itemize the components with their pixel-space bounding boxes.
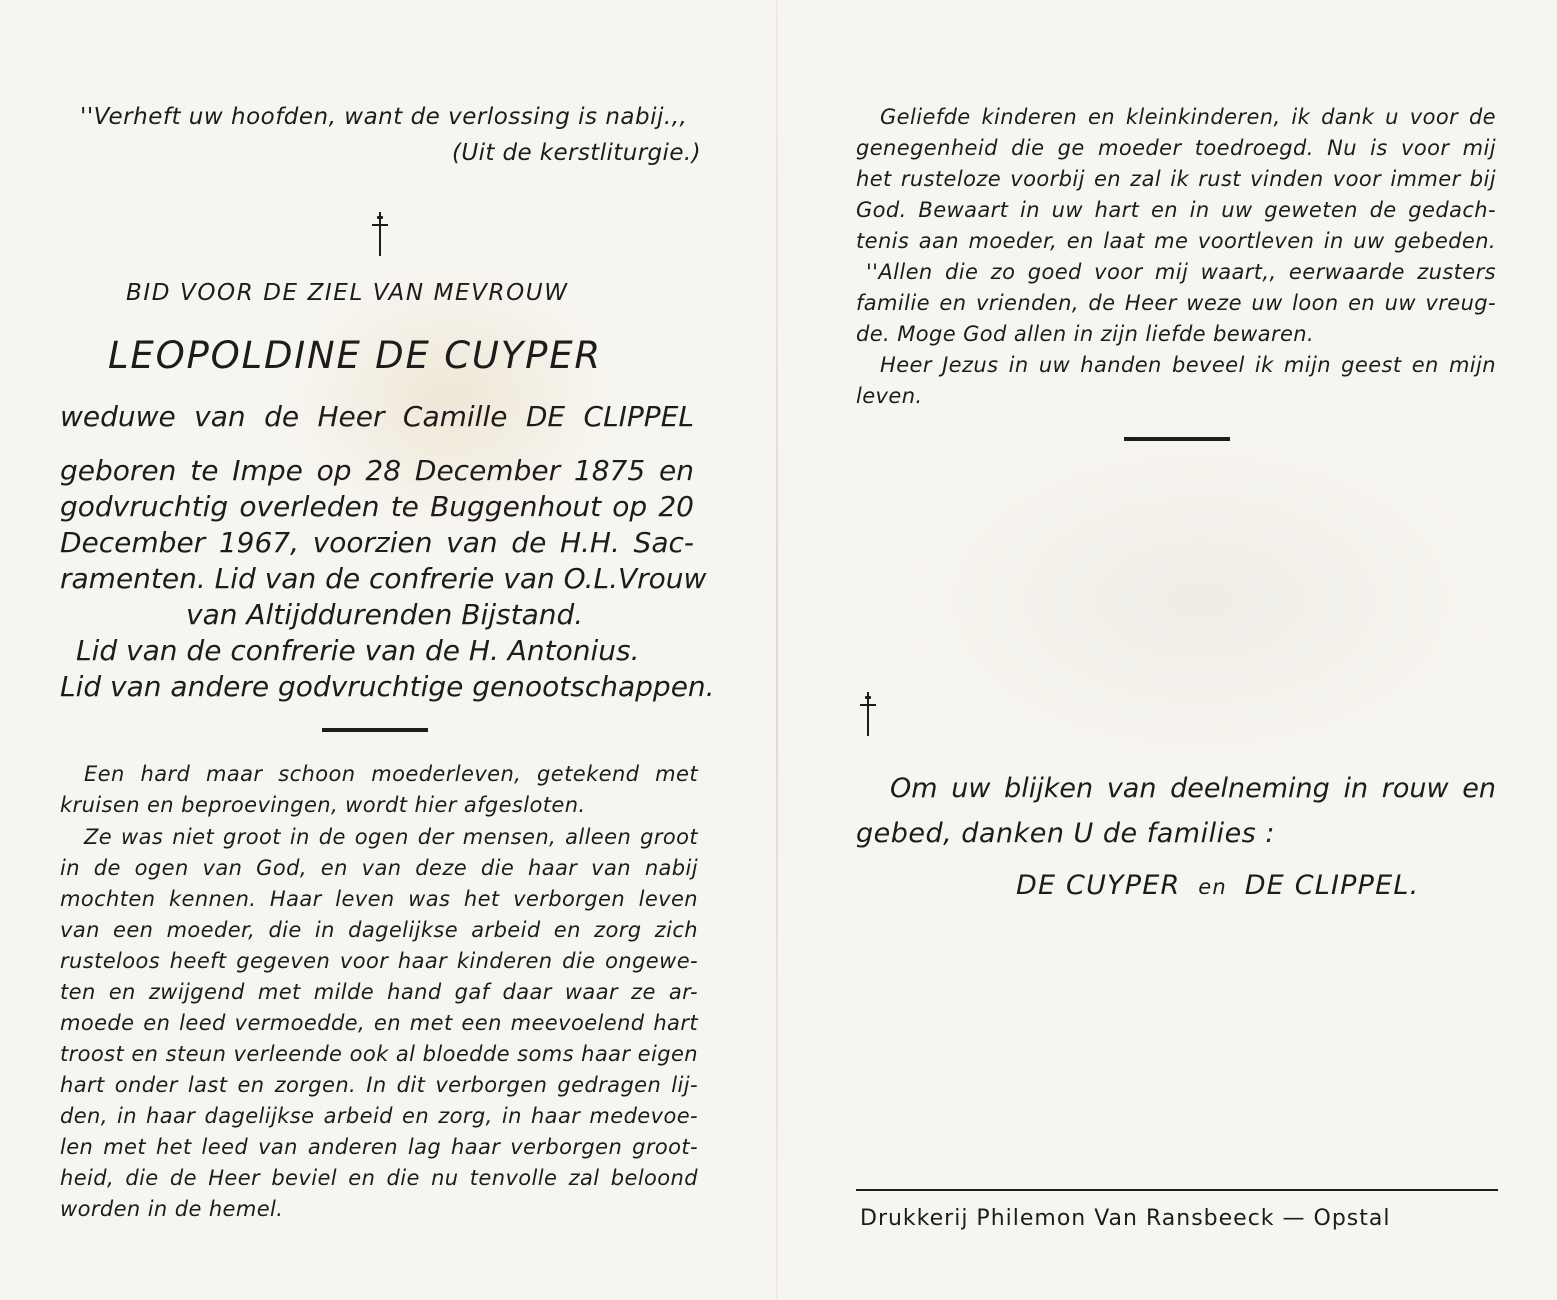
eulogy-line: moede en leed vermoedde, en met een meevoelend hart xyxy=(60,1011,698,1035)
fold-line xyxy=(776,0,778,1300)
bio-line: ramenten. Lid van de confrerie van O.L.Vrouw xyxy=(60,562,707,595)
eulogy-line: hart onder last en zorgen. In dit verborgen gedragen lij- xyxy=(60,1073,698,1097)
widow-line: weduwe van de Heer Camille DE CLIPPEL xyxy=(60,400,694,433)
farewell-line: de. Moge God allen in zijn liefde bewaren. xyxy=(856,322,1315,346)
farewell-line: tenis aan moeder, en laat me voortleven in uw gebeden. xyxy=(856,229,1496,253)
thanks-line-2: gebed, danken U de families : xyxy=(856,818,1275,849)
farewell-line: Heer Jezus in uw handen beveel ik mijn geest en mijn xyxy=(880,353,1496,377)
families-and: en xyxy=(1198,875,1227,899)
family-de-clippel: DE CLIPPEL. xyxy=(1244,870,1420,901)
eulogy-line: len met het leed van anderen lag haar verborgen groot- xyxy=(60,1135,698,1159)
farewell-line: familie en vrienden, de Heer weze uw loon en uw vreug- xyxy=(856,291,1496,315)
eulogy-line: van een moeder, die in dagelijkse arbeid en zorg zich xyxy=(60,918,698,942)
eulogy-line: heid, die de Heer beviel en die nu tenvolle zal beloond xyxy=(60,1166,698,1190)
divider xyxy=(1124,437,1230,441)
farewell-line: het rusteloze voorbij en zal ik rust vinden voor immer bij xyxy=(856,167,1496,191)
quote-source: (Uit de kerstliturgie.) xyxy=(452,140,701,166)
farewell-line: God. Bewaart in uw hart en in uw geweten de gedach- xyxy=(856,198,1496,222)
eulogy-line: kruisen en beproevingen, wordt hier afgesloten. xyxy=(60,793,586,817)
thanks-line-1: Om uw blijken van deelneming in rouw en xyxy=(890,773,1496,804)
bio-line: van Altijddurenden Bijstand. xyxy=(186,598,584,631)
eulogy-line: mochten kennen. Haar leven was het verborgen leven xyxy=(60,887,698,911)
farewell-line: Geliefde kinderen en kleinkinderen, ik dank u voor de xyxy=(880,105,1496,129)
eulogy-line: Een hard maar schoon moederleven, getekend met xyxy=(84,762,698,786)
eulogy-line: den, in haar dagelijkse arbeid en zorg, in haar medevoe- xyxy=(60,1104,698,1128)
footer-rule xyxy=(856,1189,1498,1191)
bio-line: Lid van andere godvruchtige genootschappen. xyxy=(60,670,715,703)
quote-line-1: ''Verheft uw hoofden, want de verlossing is nabij.,, xyxy=(80,104,688,130)
deceased-name: LEOPOLDINE DE CUYPER xyxy=(108,334,602,377)
eulogy-line: rusteloos heeft gegeven voor haar kinderen die ongewe- xyxy=(60,949,698,973)
eulogy-line: ten en zwijgend met milde hand gaf daar waar ze ar- xyxy=(60,980,698,1004)
farewell-line: ''Allen die zo goed voor mij waart,, eerwaarde zusters xyxy=(866,260,1496,284)
bio-line: Lid van de confrerie van de H. Antonius. xyxy=(76,634,640,667)
printer-credit: Drukkerij Philemon Van Ransbeeck — Opstal xyxy=(860,1206,1391,1231)
family-de-cuyper: DE CUYPER xyxy=(1016,870,1181,901)
divider xyxy=(322,728,428,732)
eulogy-line: troost en steun verleende ook al bloedde soms haar eigen xyxy=(60,1042,698,1066)
bio-line: geboren te Impe op 28 December 1875 en xyxy=(60,454,694,487)
intro-heading: BID VOOR DE ZIEL VAN MEVROUW xyxy=(126,280,569,306)
bio-line: December 1967, voorzien van de H.H. Sac- xyxy=(60,526,694,559)
farewell-line: genegenheid die ge moeder toedroegd. Nu is voor mij xyxy=(856,136,1496,160)
cross-icon xyxy=(858,692,878,736)
families xyxy=(1016,870,1419,901)
bio-line: godvruchtig overleden te Buggenhout op 20 xyxy=(60,490,694,523)
eulogy-line: Ze was niet groot in de ogen der mensen, alleen groot xyxy=(84,825,698,849)
eulogy-line: in de ogen van God, en van deze die haar van nabij xyxy=(60,856,698,880)
cross-icon xyxy=(370,212,390,256)
eulogy-line: worden in de hemel. xyxy=(60,1197,284,1221)
farewell-line: leven. xyxy=(856,384,923,408)
